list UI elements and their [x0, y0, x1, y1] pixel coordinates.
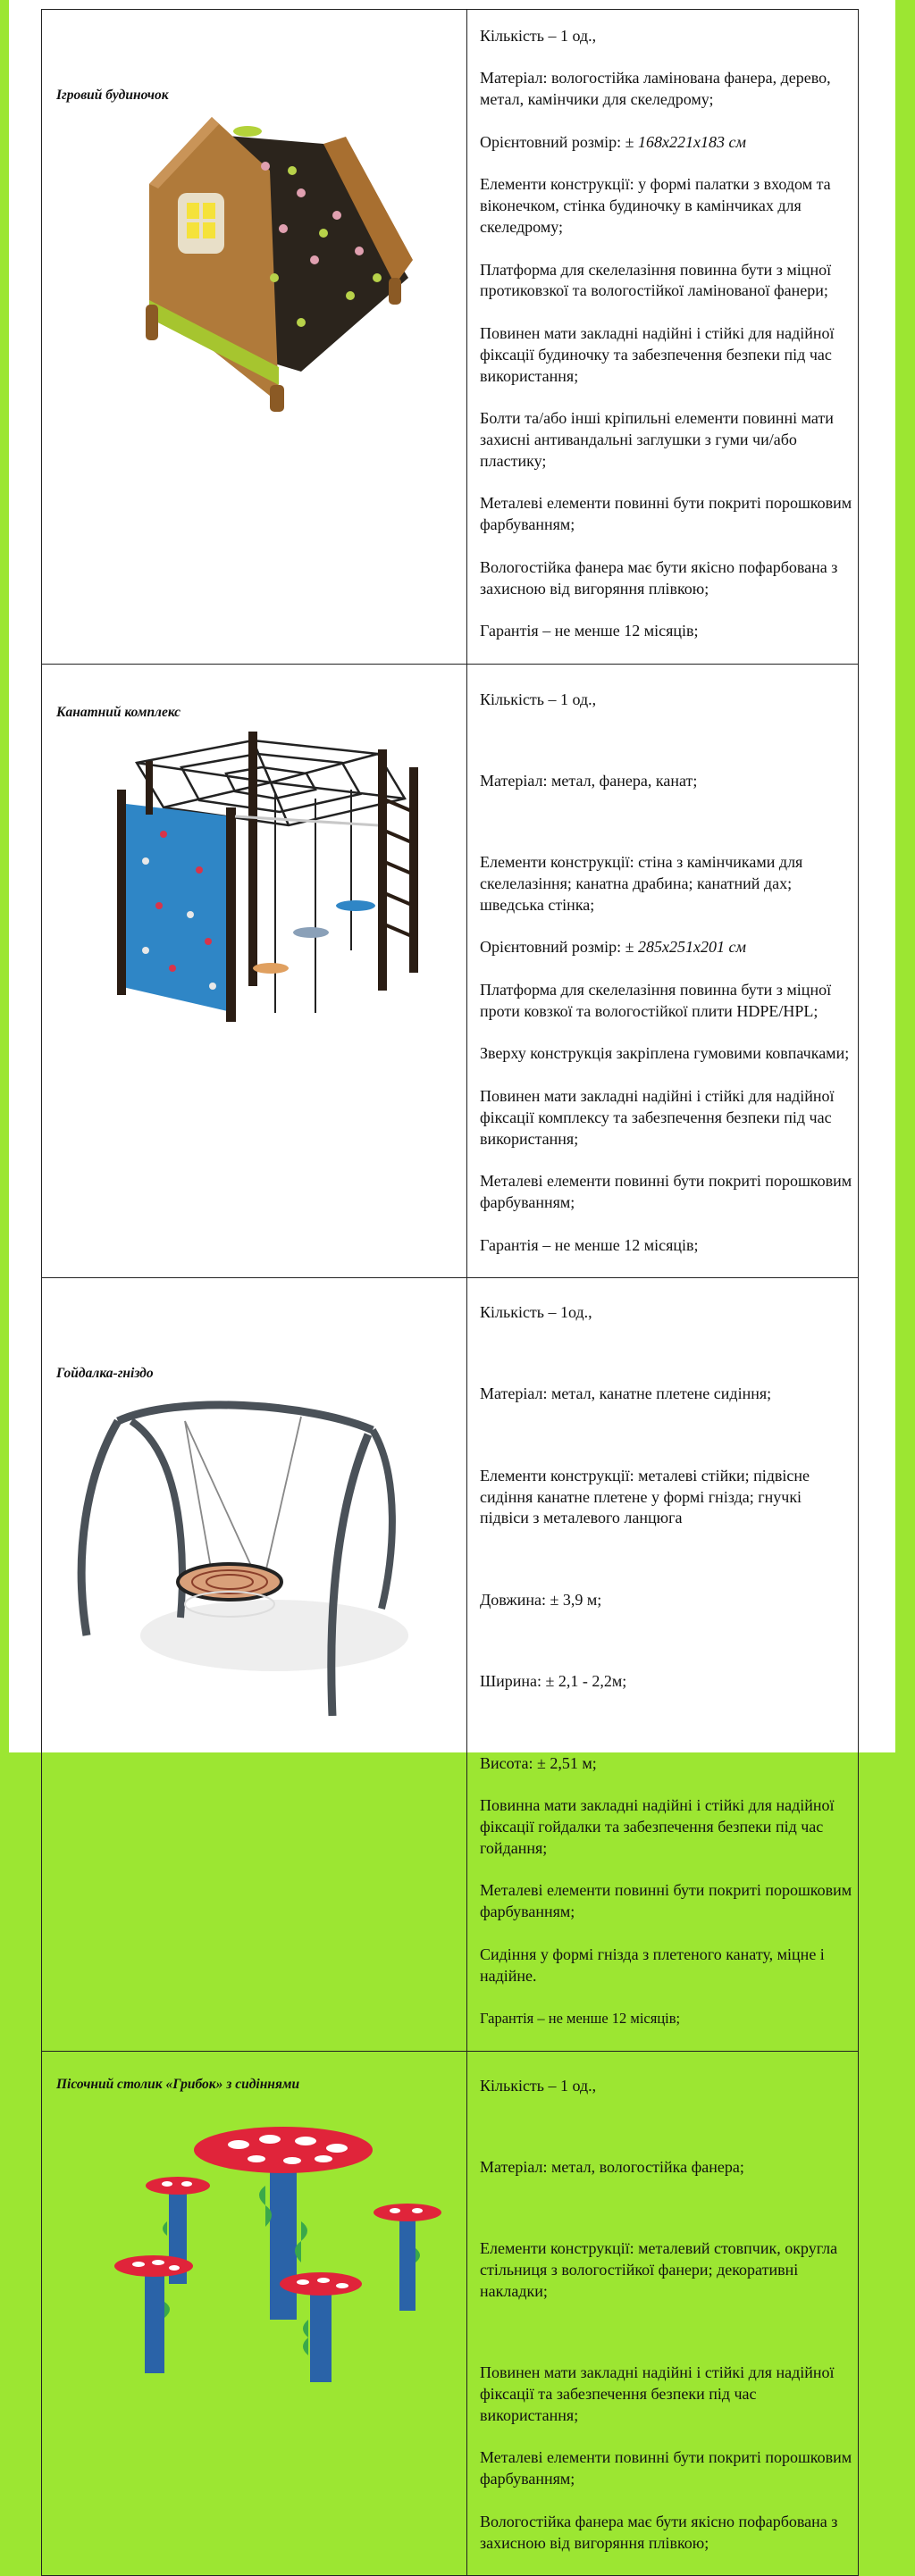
spec-line: Висота: ± 2,51 м;	[480, 1753, 597, 1772]
spec-line: Ширина: ± 2,1 - 2,2м;	[480, 1672, 627, 1691]
spec-line: Орієнтовний розмір: ± 285х251х201 см	[480, 938, 746, 957]
playhouse-illustration	[122, 117, 453, 412]
spec-line: Матеріал: вологостійка ламінована фанера, дерево, метал, камінчики для скеледрому;	[480, 69, 831, 109]
spec-line: Повинен мати закладні надійні і стійкі для надійної фіксації комплексу та забезпечення безпеки під час використання;	[480, 1087, 835, 1148]
spec-line: Металеві елементи повинні бути покриті порошковим фарбуванням;	[480, 494, 852, 534]
spec-line: Елементи конструкції: металевий стовпчик, округла стільниця з вологостійкої фанери; декоративні накладки;	[480, 2239, 838, 2300]
spec-line: Металеві елементи повинні бути покриті порошковим фарбуванням;	[480, 2448, 852, 2488]
spec-line: Платформа для скелелазіння повинна бути з міцної проти ковзкої та вологостійкої плити HDPE/HPL;	[480, 981, 832, 1020]
spec-list	[467, 4, 858, 664]
spec-line: Гарантія – не менше 12 місяців;	[480, 622, 699, 640]
spec-line: Матеріал: метал, фанера, канат;	[480, 771, 698, 790]
spec-cell	[467, 10, 859, 665]
spec-line: Вологостійка фанера має бути якісно пофарбована з захисною від вигоряння плівкою;	[480, 557, 838, 598]
spec-list	[467, 1281, 858, 2051]
table-row	[42, 2051, 859, 2576]
spec-line: Кількість – 1 од.,	[480, 26, 597, 45]
spec-cell	[467, 1278, 859, 2052]
spec-line: Повинен мати закладні надійні і стійкі для надійної фіксації та забезпечення безпеки під час використання;	[480, 2363, 835, 2424]
item-cell	[42, 1278, 467, 2052]
item-cell	[42, 664, 467, 1278]
spec-line: Зверху конструкція закріплена гумовими ковпачками;	[480, 1044, 850, 1063]
nest-swing-illustration	[78, 1394, 453, 1734]
spec-line: Матеріал: метал, вологостійка фанера;	[480, 2157, 744, 2176]
table-row	[42, 664, 859, 1278]
spec-line: Гарантія – не менше 12 місяців;	[480, 1235, 699, 1254]
spec-list	[467, 668, 858, 1278]
spec-line: Кількість – 1од.,	[480, 1303, 592, 1322]
table-row	[42, 1278, 859, 2052]
spec-line: Повинна мати закладні надійні і стійкі для надійної фіксації гойдалки та забезпечення безпеки під час гойдання;	[480, 1796, 835, 1857]
item-name: Гойдалка-гніздо	[56, 1366, 154, 1382]
spec-line: Елементи конструкції: у формі палатки з входом та віконечком, стінка будиночку в камінчиках для скеледрому;	[480, 175, 831, 236]
rope-complex-illustration	[110, 727, 458, 1049]
spec-cell	[467, 664, 859, 1278]
spec-line: Матеріал: метал, канатне плетене сидіння;	[480, 1384, 772, 1403]
item-cell	[42, 10, 467, 665]
mushroom-table-illustration	[105, 2114, 462, 2391]
item-name: Пісочний столик «Грибок» з сидіннями	[56, 2076, 300, 2092]
equipment-spec-table	[41, 9, 859, 2576]
spec-line: Металеві елементи повинні бути покриті порошковим фарбуванням;	[480, 1172, 852, 1212]
spec-line: Вологостійка фанера має бути якісно пофарбована з захисною від вигоряння плівкою;	[480, 2512, 838, 2552]
spec-line: Кількість – 1 од.,	[480, 2076, 597, 2095]
spec-line: Повинен мати закладні надійні і стійкі для надійної фіксації будиночку та забезпечення безпеки під час використання;	[480, 323, 835, 385]
table-row	[42, 10, 859, 665]
spec-line: Кількість – 1 од.,	[480, 690, 597, 708]
spec-line: Сидіння у формі гнізда з плетеного канату, міцне і надійне.	[480, 1945, 825, 1985]
spec-line: Елементи конструкції: металеві стійки; підвісне сидіння канатне плетене у формі гнізда; гнучкі підвіси з металевого ланцюга	[480, 1466, 810, 1527]
spec-list	[467, 2054, 858, 2576]
spec-line: Елементи конструкції: стіна з камінчиками для скелелазіння; канатна драбина; канатний дах; шведська стінка;	[480, 853, 803, 914]
item-name: Ігровий будиночок	[56, 88, 169, 103]
spec-line: Металеві елементи повинні бути покриті порошковим фарбуванням;	[480, 1881, 852, 1921]
spec-line: Довжина: ± 3,9 м;	[480, 1590, 602, 1609]
document-page	[9, 0, 895, 2552]
item-name: Канатний комплекс	[56, 704, 181, 720]
spec-line: Платформа для скелелазіння повинна бути з міцної протиковзкої та вологостійкої ламінованої фанери;	[480, 260, 832, 300]
spec-line: Гарантія – не менше 12 місяців;	[480, 2010, 681, 2028]
item-cell	[42, 2051, 467, 2576]
spec-line: Орієнтовний розмір: ± 168х221х183 см	[480, 132, 746, 151]
spec-cell	[467, 2051, 859, 2576]
spec-line: Болти та/або інші кріпильні елементи повинні мати захисні антивандальні заглушки з гуми чи/або пластику;	[480, 409, 834, 470]
